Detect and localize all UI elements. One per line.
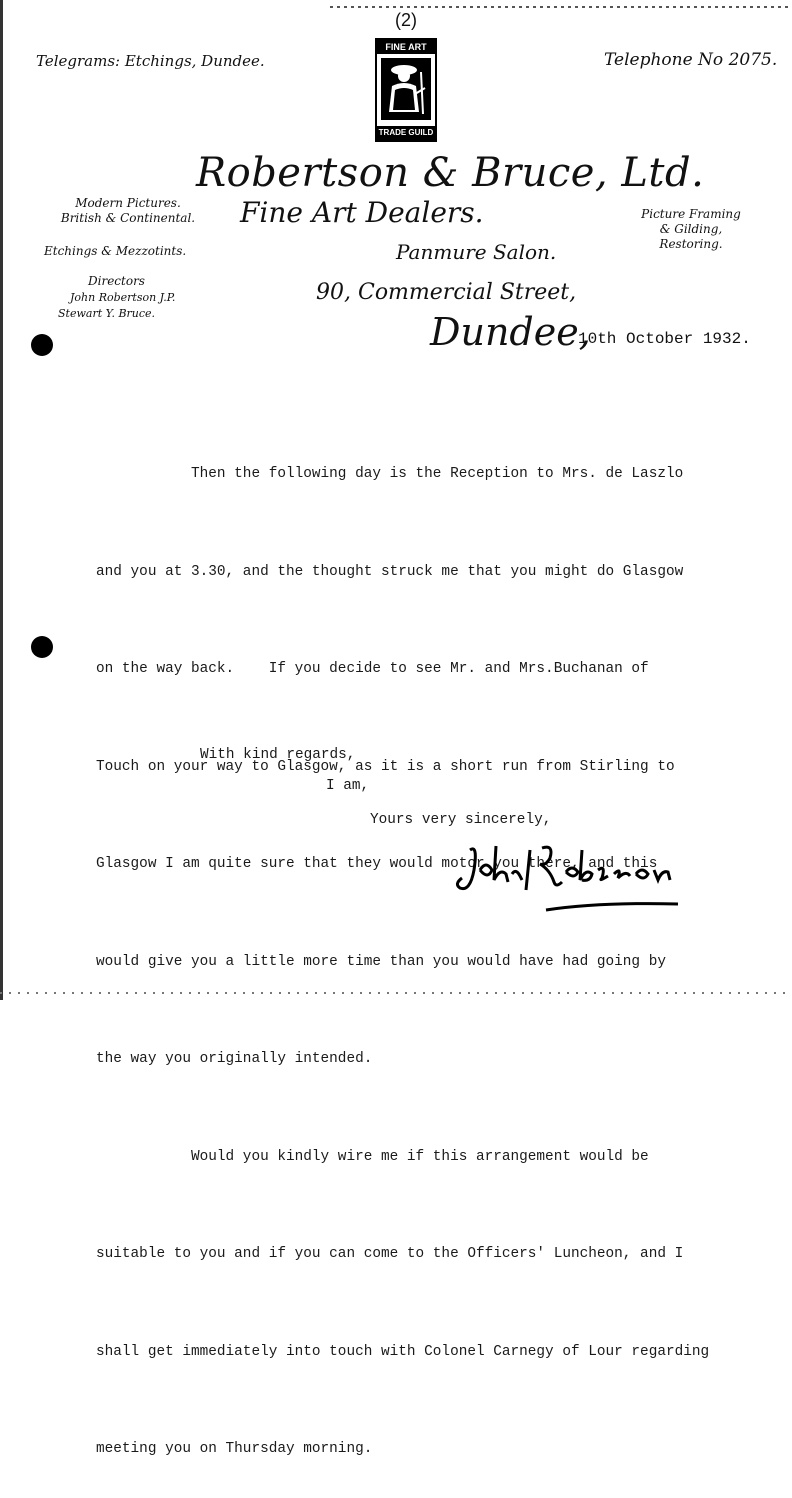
body-line: Would you kindly wire me if this arrangement would be (96, 1148, 649, 1165)
telegrams-line: Telegrams: Etchings, Dundee. (36, 52, 265, 70)
punch-hole-upper (31, 334, 53, 356)
director-robertson: John Robertson J.P. (70, 291, 176, 304)
service-restoring: Restoring. (659, 237, 723, 251)
left-services (58, 196, 198, 226)
service-british-continental: British & Continental. (60, 211, 196, 225)
service-etchings: Etchings & Mezzotints. (44, 244, 187, 258)
street-address: 90, Commercial Street, (316, 280, 577, 305)
body-line: suitable to you and if you can come to the Officers' Luncheon, and I (96, 1246, 684, 1262)
closing-yours: Yours very sincerely, (370, 812, 552, 828)
firm-name: Robertson & Bruce, Ltd. (196, 150, 705, 196)
closing-regards: With kind regards, (200, 747, 356, 763)
punch-hole-lower (31, 636, 53, 658)
body-line: would give you a little more time than you would have had going by (96, 953, 666, 970)
letter-date: 10th October 1932. (578, 330, 751, 348)
artist-figure-icon (377, 54, 435, 124)
page-number: (2) (395, 10, 417, 30)
right-services (626, 207, 756, 252)
body-line: Glasgow I am quite sure that they would motor you there, and this (96, 856, 658, 872)
service-picture-framing: Picture Framing (641, 207, 741, 221)
page-edge-left (0, 0, 3, 1000)
salon-name: Panmure Salon. (396, 240, 557, 264)
fine-art-trade-guild-logo (375, 38, 437, 142)
body-line: Touch on your way to Glasgow, as it is a short run from Stirling to (96, 758, 675, 775)
firm-subtitle: Fine Art Dealers. (240, 196, 484, 229)
handwritten-signature (450, 830, 690, 920)
page-edge-top (330, 6, 790, 8)
body-line: meeting you on Thursday morning. (96, 1441, 373, 1457)
logo-bottom-text: TRADE GUILD (377, 126, 435, 140)
directors-label: Directors (88, 274, 145, 288)
telephone-line: Telephone No 2075. (604, 50, 778, 70)
logo-top-text: FINE ART (377, 40, 435, 54)
city-name: Dundee, (430, 310, 591, 354)
body-line: and you at 3.30, and the thought struck me that you might do Glasgow (96, 563, 684, 580)
body-line: shall get immediately into touch with Colonel Carnegy of Lour regarding (96, 1343, 710, 1360)
body-line: on the way back. If you decide to see Mr. and Mrs.Buchanan of (96, 661, 649, 677)
body-line: the way you originally intended. (96, 1051, 373, 1067)
letter-body (96, 393, 709, 1498)
service-modern-pictures: Modern Pictures. (75, 196, 181, 210)
body-line: Then the following day is the Reception to Mrs. de Laszlo (96, 466, 684, 482)
director-bruce: Stewart Y. Bruce. (58, 307, 156, 320)
closing-i-am: I am, (326, 778, 370, 794)
service-gilding: & Gilding, (659, 222, 723, 236)
